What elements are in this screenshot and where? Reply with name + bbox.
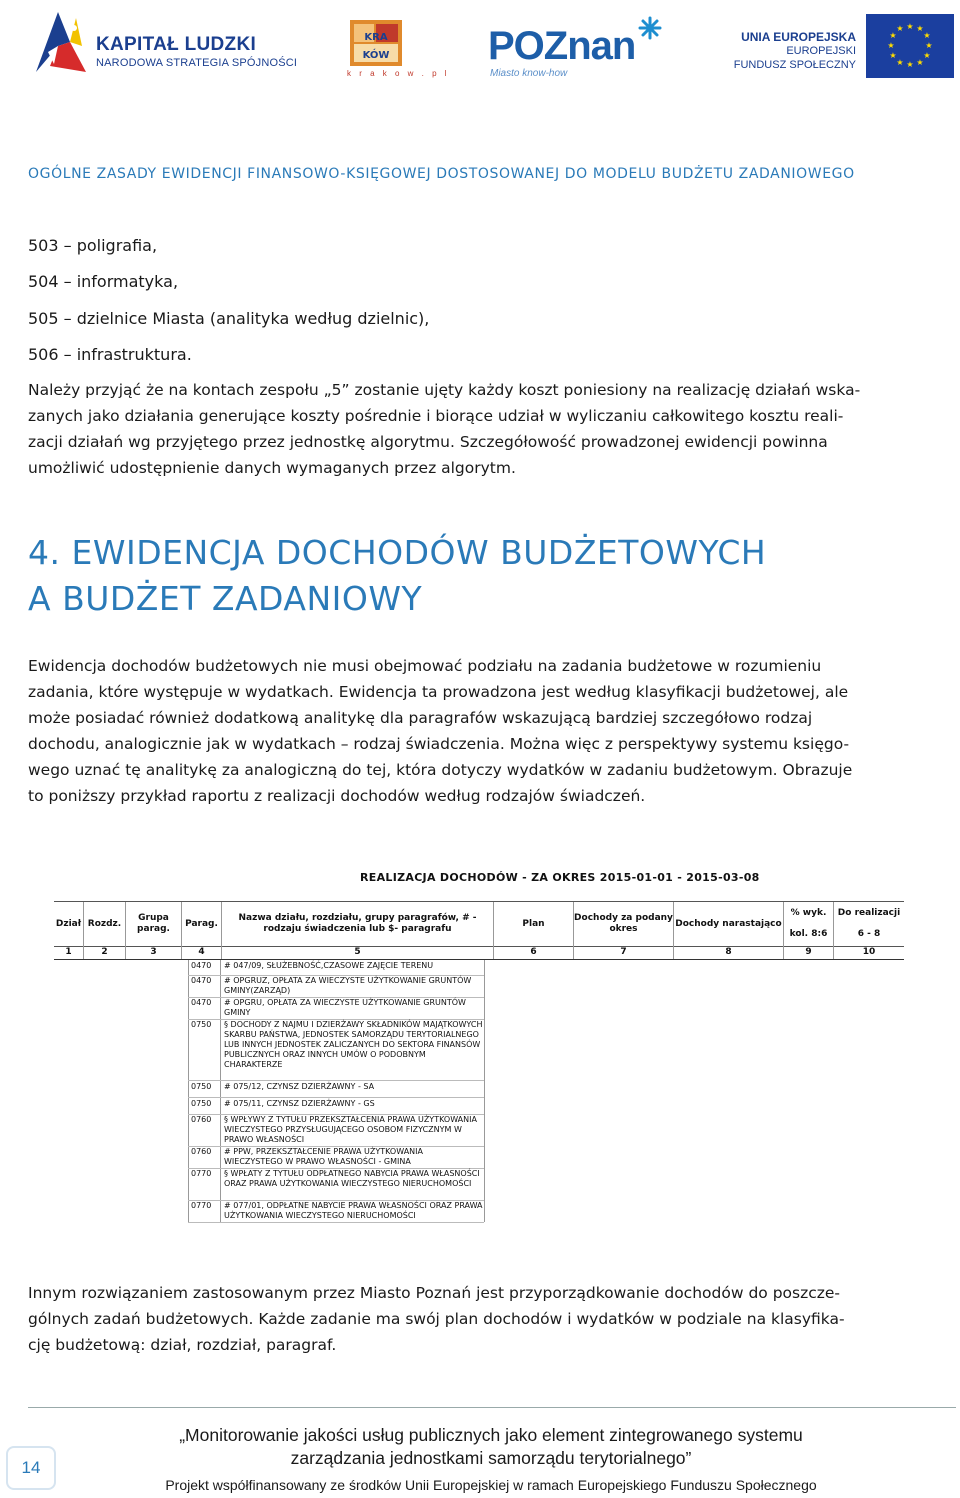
poznan-logo-text: POZnan: [488, 24, 636, 68]
paragraph-line: zacji działań wg przyjętego przez jednostkę algorytmu. Szczegółowość prowadzonej ewidencji powinna: [28, 433, 828, 451]
footer-project-title: [120, 1424, 862, 1470]
report-paragraph-code: 0470: [191, 976, 212, 985]
report-col-number: 3: [126, 946, 182, 959]
paragraph-line: wego uznać tę analitykę za analogiczną do tej, która dotyczy wydatków w zadaniu budżetowym. Obrazuje: [28, 761, 853, 779]
report-row: [188, 1201, 484, 1223]
svg-text:★: ★: [889, 51, 897, 60]
chapter-heading-line1: 4. EWIDENCJA DOCHODÓW BUDŻETOWYCH: [28, 533, 767, 572]
poznan-slogan: Miasto know-how: [490, 68, 568, 79]
report-row: [188, 961, 484, 976]
svg-text:★: ★: [896, 24, 904, 33]
kapital-ludzki-subtitle: NARODOWA STRATEGIA SPÓJNOŚCI: [96, 57, 298, 69]
svg-text:★: ★: [925, 41, 933, 50]
report-paragraph-code: 0470: [191, 998, 212, 1007]
report-header-cell: Dochody za podany okres: [574, 902, 674, 946]
report-header-pct: % wyk.: [790, 908, 827, 918]
footer-title-line1: „Monitorowanie jakości usług publicznych jako element zintegrowanego systemu: [179, 1425, 803, 1445]
section-title: OGÓLNE ZASADY EWIDENCJI FINANSOWO-KSIĘGOWEJ DOSTOSOWANEJ DO MODELU BUDŻETU ZADANIOWEGO: [28, 166, 855, 182]
paragraph-line: zadania, które występuje w wydatkach. Ewidencja ta prowadzona jest według klasyfikacji budżetowej, ale: [28, 683, 849, 701]
report-row: [188, 976, 484, 998]
svg-text:KÓW: KÓW: [362, 50, 390, 61]
eu-line1: UNIA EUROPEJSKA: [741, 30, 856, 44]
report-header-cell: Rozdz.: [84, 902, 126, 946]
eu-flag-icon: [866, 14, 954, 78]
paragraph-revenue: [28, 653, 952, 809]
svg-text:★: ★: [896, 58, 904, 67]
paragraph-line: może posiadać również dodatkową analitykę dla paragrafów wskazującą bardziej szczegółowo rodzaj: [28, 709, 813, 727]
report-paragraph-code: 0770: [191, 1201, 212, 1210]
list-item: 505 – dzielnice Miasta (analityka według dzielnic),: [28, 309, 430, 328]
report-item-name: # 075/12, CZYNSZ DZIERŻAWNY - SA: [224, 1082, 375, 1091]
footer-cofinancing: Projekt współfinansowany ze środków Unii Europejskiej w ramach Europejskiego Funduszu Społecznego: [165, 1477, 817, 1493]
report-row: [188, 1169, 484, 1201]
kapital-ludzki-text: [96, 34, 297, 69]
paragraph-costs: [28, 377, 952, 481]
svg-text:★: ★: [906, 22, 914, 31]
report-row: [188, 998, 484, 1020]
eu-line2: EUROPEJSKI: [786, 45, 856, 57]
krakow-url: k r a k o w . p l: [347, 69, 450, 78]
eu-line3: FUNDUSZ SPOŁECZNY: [733, 59, 856, 71]
report-col-number: 9: [784, 946, 834, 959]
svg-text:★: ★: [923, 31, 931, 40]
report-number-row: [54, 946, 904, 960]
paragraph-line: Należy przyjąć że na kontach zespołu „5” zostanie ujęty każdy koszt poniesiony na realizację działań wska-: [28, 381, 861, 399]
eu-text: [714, 30, 856, 72]
report-col-number: 1: [54, 946, 84, 959]
report-col-number: 5: [222, 946, 494, 959]
report-header-kol2: 6 - 8: [857, 929, 881, 939]
svg-text:★: ★: [906, 60, 914, 69]
report-header-cell: Plan: [494, 902, 574, 946]
report-header-cell: [834, 902, 904, 946]
report-col-number: 2: [84, 946, 126, 959]
svg-text:★: ★: [916, 58, 924, 67]
report-row: [188, 1115, 484, 1147]
paragraph-line: cję budżetową: dział, rozdział, paragraf.: [28, 1336, 337, 1354]
footer-divider: [28, 1407, 956, 1408]
revenue-report-table: [54, 866, 904, 1224]
svg-text:★: ★: [887, 41, 895, 50]
report-paragraph-code: 0760: [191, 1115, 212, 1124]
report-paragraph-code: 0750: [191, 1099, 212, 1108]
paragraph-line: dochodu, analogicznie jak w wydatkach – rodzaj świadczenia. Można więc z perspektywy systemu księgo-: [28, 735, 850, 753]
kapital-ludzki-logo: [28, 6, 94, 78]
report-paragraph-code: 0750: [191, 1082, 212, 1091]
poznan-star-icon: [638, 16, 662, 40]
report-item-name: § DOCHODY Z NAJMU I DZIERŻAWY SKŁADNIKÓW MAJĄTKOWYCH SKARBU PAŃSTWA, JEDNOSTEK SAMORZĄDU TERYTORIALNEGO LUB INNYCH JEDNOSTEK ZALICZANYCH DO SEKTORA FINANSÓW PUBLICZNYCH ORAZ INNYCH UMÓW O PODOBNYM CHARAKTERZE: [224, 1020, 483, 1069]
report-col-number: 8: [674, 946, 784, 959]
report-item-name: # OPGRUZ, OPŁATA ZA WIECZYSTE UŻYTKOWANIE GRUNTÓW GMINY(ZARZĄD): [224, 976, 472, 995]
chapter-heading: [28, 530, 766, 622]
report-row: [188, 1082, 484, 1098]
report-header-cell: [784, 902, 834, 946]
list-item: 504 – informatyka,: [28, 272, 179, 291]
report-header-kol: kol. 8:6: [789, 929, 828, 939]
paragraph-line: Innym rozwiązaniem zastosowanym przez Miasto Poznań jest przyporządkowanie dochodów do poszcze-: [28, 1284, 841, 1302]
report-col-number: 7: [574, 946, 674, 959]
report-col-number: 6: [494, 946, 574, 959]
report-header-cell: Parag.: [182, 902, 222, 946]
report-header-row: [54, 901, 904, 947]
report-header-cell: Nazwa działu, rozdziału, grupy paragrafów, # -rodzaju świadczenia lub $- paragrafu: [222, 902, 494, 946]
report-paragraph-code: 0470: [191, 961, 212, 970]
paragraph-alternative: [28, 1280, 952, 1358]
svg-text:★: ★: [916, 24, 924, 33]
footer-title-line2: zarządzania jednostkami samorządu terytorialnego”: [290, 1448, 692, 1468]
report-item-name: # 077/01, ODPŁATNE NABYCIE PRAWA WŁASNOŚCI ORAZ PRAWA UŻYTKOWANIA WIECZYSTEGO NIERUCHOMOŚCI: [224, 1201, 483, 1220]
report-header-cell: Dochody narastająco: [674, 902, 784, 946]
report-item-name: # 075/11, CZYNSZ DZIERŻAWNY - GS: [224, 1099, 375, 1108]
paragraph-line: to poniższy przykład raportu z realizacji dochodów według rodzajów świadczeń.: [28, 787, 646, 805]
report-paragraph-code: 0770: [191, 1169, 212, 1178]
report-row: [188, 1099, 484, 1115]
report-item-name: # PPW, PRZEKSZTAŁCENIE PRAWA UŻYTKOWANIA WIECZYSTEGO W PRAWO WŁASNOŚCI - GMINA: [224, 1147, 423, 1166]
report-row: [188, 1147, 484, 1169]
svg-text:★: ★: [889, 31, 897, 40]
report-header-torealize: Do realizacji: [837, 908, 901, 918]
report-col-number: 4: [182, 946, 222, 959]
report-item-name: # OPGRU, OPŁATA ZA WIECZYSTE UŻYTKOWANIE GRUNTÓW GMINY: [224, 998, 466, 1017]
report-col-number: 10: [862, 947, 876, 957]
report-header-cell: Dział: [54, 902, 84, 946]
report-header-cell: Grupa parag.: [126, 902, 182, 946]
report-paragraph-code: 0750: [191, 1020, 212, 1029]
krakow-logo: [346, 18, 406, 68]
paragraph-line: gólnych zadań budżetowych. Każde zadanie ma swój plan dochodów i wydatków w podziale na klasyfika-: [28, 1310, 845, 1328]
report-item-name: § WPŁYWY Z TYTUŁU PRZEKSZTAŁCENIA PRAWA UŻYTKOWANIA WIECZYSTEGO PRZYSŁUGUJĄCEGO OSOBOM FIZYCZNYM W PRAWO WŁASNOŚCI: [224, 1115, 477, 1144]
report-title: REALIZACJA DOCHODÓW - ZA OKRES 2015-01-01 - 2015-03-08: [360, 871, 760, 884]
report-item-name: § WPŁATY Z TYTUŁU ODPŁATNEGO NABYCIA PRAWA WŁASNOŚCI ORAZ PRAWA UŻYTKOWANIA WIECZYSTEGO NIERUCHOMOŚCI: [224, 1169, 480, 1188]
svg-text:★: ★: [923, 51, 931, 60]
paragraph-line: umożliwić udostępnienie danych wymaganych przez algorytm.: [28, 459, 516, 477]
report-grid-line: [484, 960, 485, 1222]
kapital-ludzki-title: KAPITAŁ LUDZKI: [96, 34, 257, 55]
chapter-heading-line2: A BUDŻET ZADANIOWY: [28, 579, 423, 618]
report-row: [188, 1020, 484, 1081]
paragraph-line: Ewidencja dochodów budżetowych nie musi obejmować podziału na zadania budżetowe w rozumieniu: [28, 657, 822, 675]
paragraph-line: zanych jako działania generujące koszty pośrednie i biorące udział w wyliczaniu całkowitego kosztu reali-: [28, 407, 844, 425]
report-item-name: # 047/09, SŁUŻEBNOŚĆ,CZASOWE ZAJĘCIE TERENU: [224, 961, 434, 970]
list-item: 506 – infrastruktura.: [28, 345, 192, 364]
page-number: 14: [6, 1446, 56, 1490]
svg-text:KRA: KRA: [364, 32, 388, 43]
report-paragraph-code: 0760: [191, 1147, 212, 1156]
list-item: 503 – poligrafia,: [28, 236, 158, 255]
